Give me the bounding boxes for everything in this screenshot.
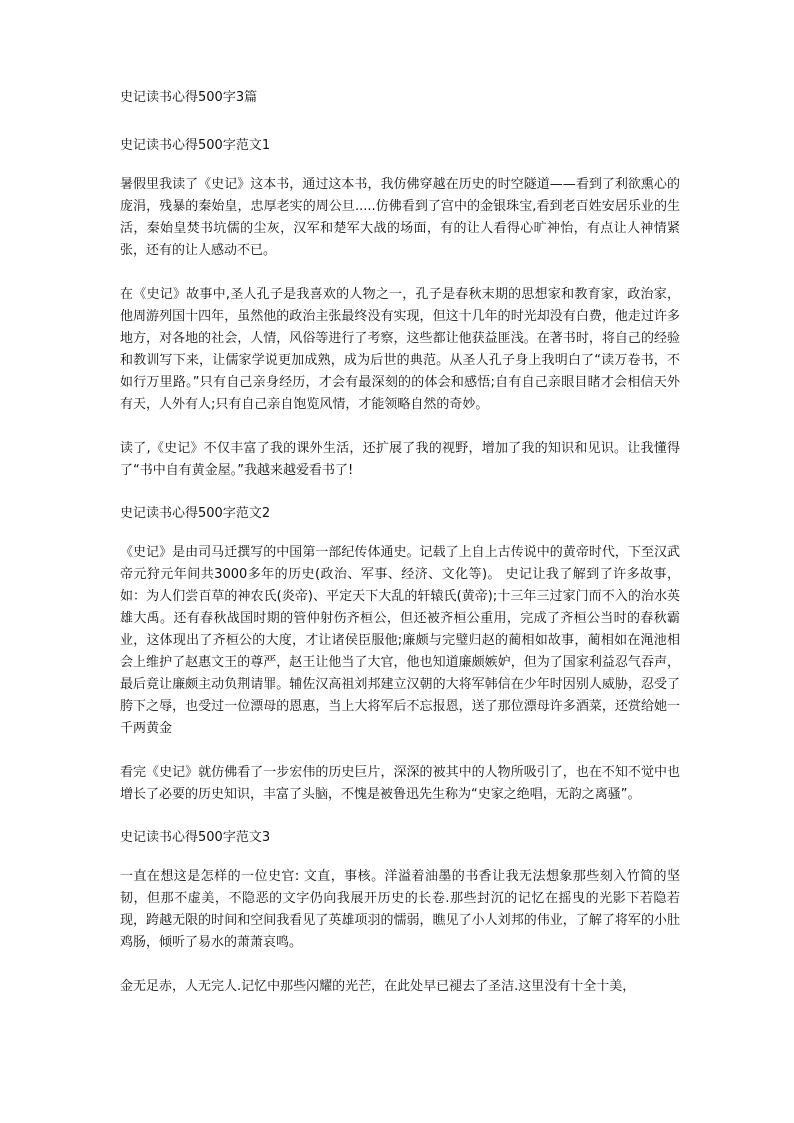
paragraph: 《史记》是由司马迁撰写的中国第一部纪传体通史。记载了上自上古传说中的黄帝时代，下至汉武帝元狩元年间共3000多年的历史(政治、军事、经济、文化等)。 史记让我了解到了许多故事，如：为人们尝百草的神农氏(炎帝)、平定天下大乱的轩辕氏(黄帝);十三年三过家门而不入的治水英雄大禹。还有春秋战国时期的管仲射伤齐桓公，但还被齐桓公重用，完成了齐桓公当时的春秋霸业，这体现出了齐桓公的大度，才让诸侯臣服他;廉颇与完璧归赵的蔺相如故事，蔺相如在渑池相会上维护了赵惠文王的尊严，赵王让他当了大官，他也知道廉颇嫉妒，但为了国家利益忍气吞声，最后竟让廉颇主动负荆请罪。辅佐汉高祖刘邦建立汉朝的大将军韩信在少年时因别人威胁，忍受了胯下之辱，也受过一位漂母的恩惠，当上大将军后不忘报恩，送了那位漂母许多酒菜，还赏给她一千两黄金 [120, 545, 680, 736]
paragraph: 读了,《史记》不仅丰富了我的课外生活，还扩展了我的视野，增加了我的知识和见识。让我懂得了“书中自有黄金屋。”我越来越爱看书了! [120, 441, 680, 478]
document-title: 史记读书心得500字3篇 [120, 90, 258, 105]
section-heading-2: 史记读书心得500字范文2 [120, 506, 271, 521]
paragraph: 金无足赤，人无完人.记忆中那些闪耀的光芒，在此处早已褪去了圣洁.这里没有十全十美， [120, 979, 636, 994]
paragraph: 暑假里我读了《史记》这本书，通过这本书，我仿佛穿越在历史的时空隧道——看到了利欲熏心的庞涓，残暴的秦始皇，忠厚老实的周公旦.....仿佛看到了宫中的金银珠宝,看到老百姓安居乐业的生活，秦始皇焚书坑儒的尘灰，汉军和楚军大战的场面，有的让人看得心旷神怡，有点让人神情紧张，还有的让人感动不已。 [120, 177, 680, 258]
paragraph: 看完《史记》就仿佛看了一步宏伟的历史巨片，深深的被其中的人物所吸引了，也在不知不觉中也增长了必要的历史知识，丰富了头脑，不愧是被鲁迅先生称为“史家之绝唱，无韵之离骚”。 [120, 765, 680, 802]
paragraph: 在《史记》故事中,圣人孔子是我喜欢的人物之一，孔子是春秋末期的思想家和教育家，政治家，他周游列国十四年，虽然他的政治主张最终没有实现，但这十几年的时光却没有白费，他走过许多地方，对各地的社会，人情，风俗等进行了考察，这些都让他获益匪浅。在著书时，将自己的经验和教训写下来，让儒家学说更加成熟，成为后世的典范。从圣人孔子身上我明白了“读万卷书，不如行万里路。”只有自己亲身经历，才会有最深刻的的体会和感悟;自有自己亲眼目睹才会相信天外有天，人外有人;只有自己亲自饱览风情，才能领略自然的奇妙。 [120, 287, 680, 412]
section-heading-3: 史记读书心得500字范文3 [120, 830, 271, 845]
document-body [120, 88, 680, 1020]
section-heading-1: 史记读书心得500字范文1 [120, 138, 271, 153]
paragraph: 一直在想这是怎样的一位史官: 文直，事核。洋溢着油墨的书香让我无法想象那些刻入竹简的坚韧，但那不虚美，不隐恶的文字仍向我展开历史的长卷.那些封沉的记忆在摇曳的光影下若隐若现，跨越无限的时间和空间我看见了英雄项羽的懦弱，瞧见了小人刘邦的伟业，了解了将军的小肚鸡肠，倾听了易水的萧萧哀鸣。 [120, 869, 680, 950]
